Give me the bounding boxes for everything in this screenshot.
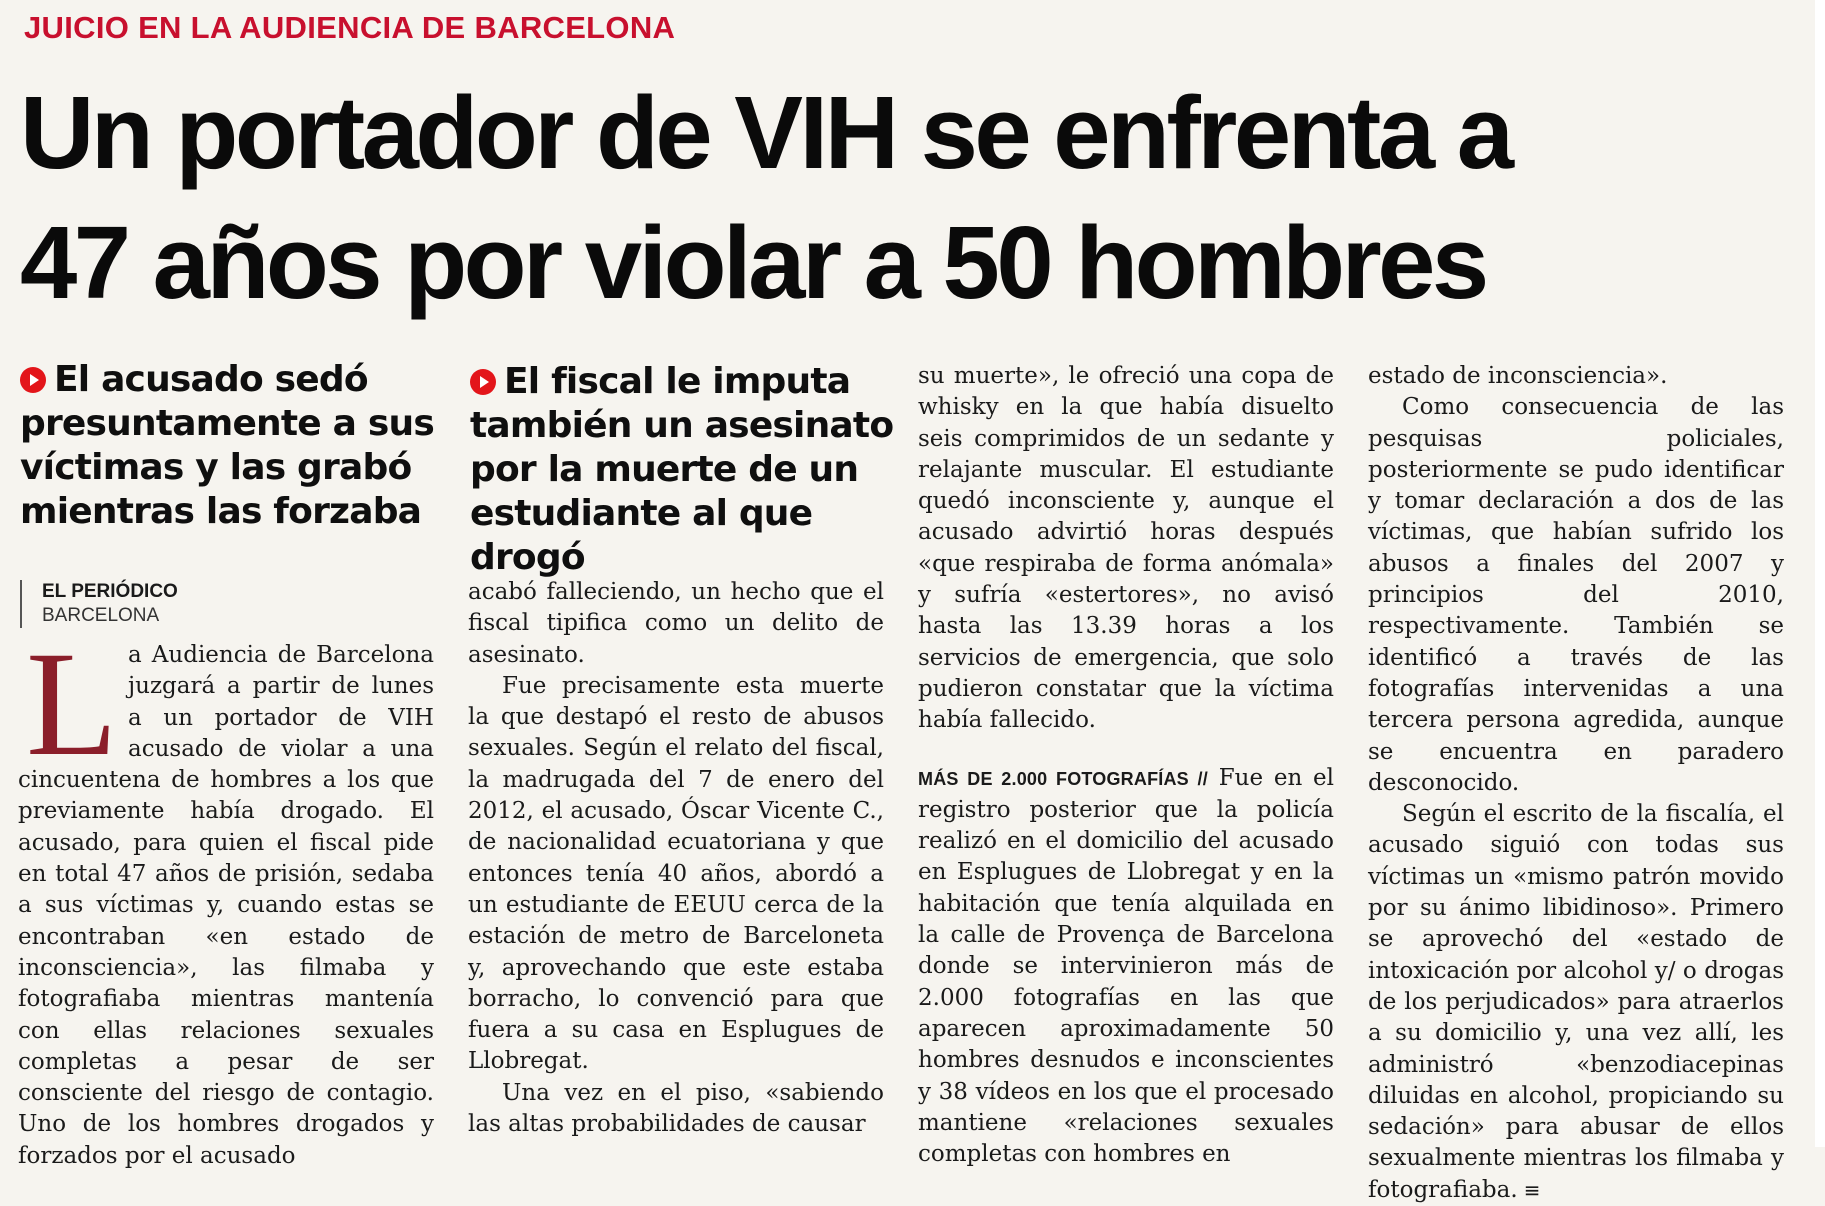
section-kicker: JUICIO EN LA AUDIENCIA DE BARCELONA [24,10,676,45]
article-column-3 [918,361,1334,1170]
paragraph-5: Como consecuencia de las pesquisas policiales, posteriormente se pudo identificar y tomar declaración a dos de las víctimas, que habían sufrido los abusos a finales del 2007 y principios del 2010, respectivamente. También se identificó a través de las fotografías intervenidas a una tercera persona agredida, aunque se encuentra en paradero desconocido. [1368,394,1784,796]
play-bullet-icon [470,369,496,395]
drop-cap: L [26,621,118,787]
headline-line-1: Un portador de VIH se enfrenta a [20,75,1511,190]
paragraph-6-text: Según el escrito de la fiscalía, el acusado siguió con todas sus víctimas un «mismo patrón movido por su ánimo libidinoso». Primero se aprovechó del «estado de intoxicación por alcohol y/ o drogas de los perjudicados» para atraerlos a su domicilio y, una vez allí, les administró «benzodiacepinas diluidas en alcohol, propiciando su sedación» para abusar de ellos sexualmente mientras los filmaba y fotografiaba. [1368,801,1784,1203]
subhead-right-text: El fiscal le imputa también un asesinato por la muerte de un estudiante al que drogó [470,361,894,578]
paragraph-4 [918,763,1334,1171]
paragraph-lead-text: a Audiencia de Barcelona juzgará a partir de lunes a un portador de VIH acusado de violar a una cincuentena de hombres a los que previamente había drogado. El acusado, para quien el fiscal pide en total 47 años de prisión, sedaba a sus víctimas y, cuando estas se encontraban «en estado de inconsciencia», las filmaba y fotografiaba mientras mantenía con ellas relaciones sexuales completas a pesar de ser consciente del riesgo de contagio. Uno de los hombres drogados y forzados por el acusado [18,642,434,1169]
subhead-left [20,358,460,534]
headline [20,68,1810,328]
paragraph-lead [18,621,434,1172]
page-edge [1815,0,1825,1147]
paragraph-6 [1368,799,1784,1206]
section-spacer [918,737,1334,763]
subhead-right [470,360,910,580]
article-column-1 [18,621,434,1172]
paragraph-3-continued: su muerte», le ofreció una copa de whisky en la que había disuelto seis comprimidos de un sedante y relajante muscular. El estudiante quedó inconsciente y, aunque el acusado advirtió horas después «que respiraba de forma anómala» y sufría «estertores», no avisó hasta las 13.39 horas a los servicios de emergencia, que solo pudieron constatar que la víctima había fallecido. [918,363,1334,734]
paragraph-4-continued: estado de inconsciencia». [1368,363,1668,389]
byline-city: BARCELONA [42,605,160,626]
article-column-2 [468,577,884,1140]
headline-line-2: 47 años por violar a 50 hombres [20,205,1486,320]
article-column-4 [1368,361,1784,1206]
paragraph-4-text: Fue en el registro posterior que la policía realizó en el domicilio del acusado en Esplugues de Llobregat y en la habitación que tenía alquilada en la calle de Provença de Barcelona donde se intervinieron más de 2.000 fotografías en las que aparecen aproximadamente 50 hombres desnudos e inconscientes y 38 vídeos en los que el procesado mantiene «relaciones sexuales completas con hombres en [918,764,1334,1168]
paragraph-2: Fue precisamente esta muerte la que destapó el resto de abusos sexuales. Según el relato del fiscal, la madrugada del 7 de enero del 2012, el acusado, Óscar Vicente C., de nacionalidad ecuatoriana y que entonces tenía 40 años, abordó a un estudiante de EEUU cerca de la estación de metro de Barceloneta y, aprovechando que este estaba borracho, lo convenció para que fuera a su casa en Esplugues de Llobregat. [468,672,884,1075]
subhead-left-text: El acusado sedó presuntamente a sus víctimas y las grabó mientras las forzaba [20,359,434,532]
paragraph-3: Una vez en el piso, «sabiendo las altas probabilidades de causar [468,1079,884,1138]
section-lead-tag: MÁS DE 2.000 FOTOGRAFÍAS // [918,768,1208,789]
end-mark-icon: ≡ [1523,1177,1541,1202]
play-bullet-icon [20,367,46,393]
byline-outlet: EL PERIÓDICO [42,581,178,602]
paragraph-lead-continued: acabó falleciendo, un hecho que el fiscal tipifica como un delito de asesinato. [468,579,884,668]
